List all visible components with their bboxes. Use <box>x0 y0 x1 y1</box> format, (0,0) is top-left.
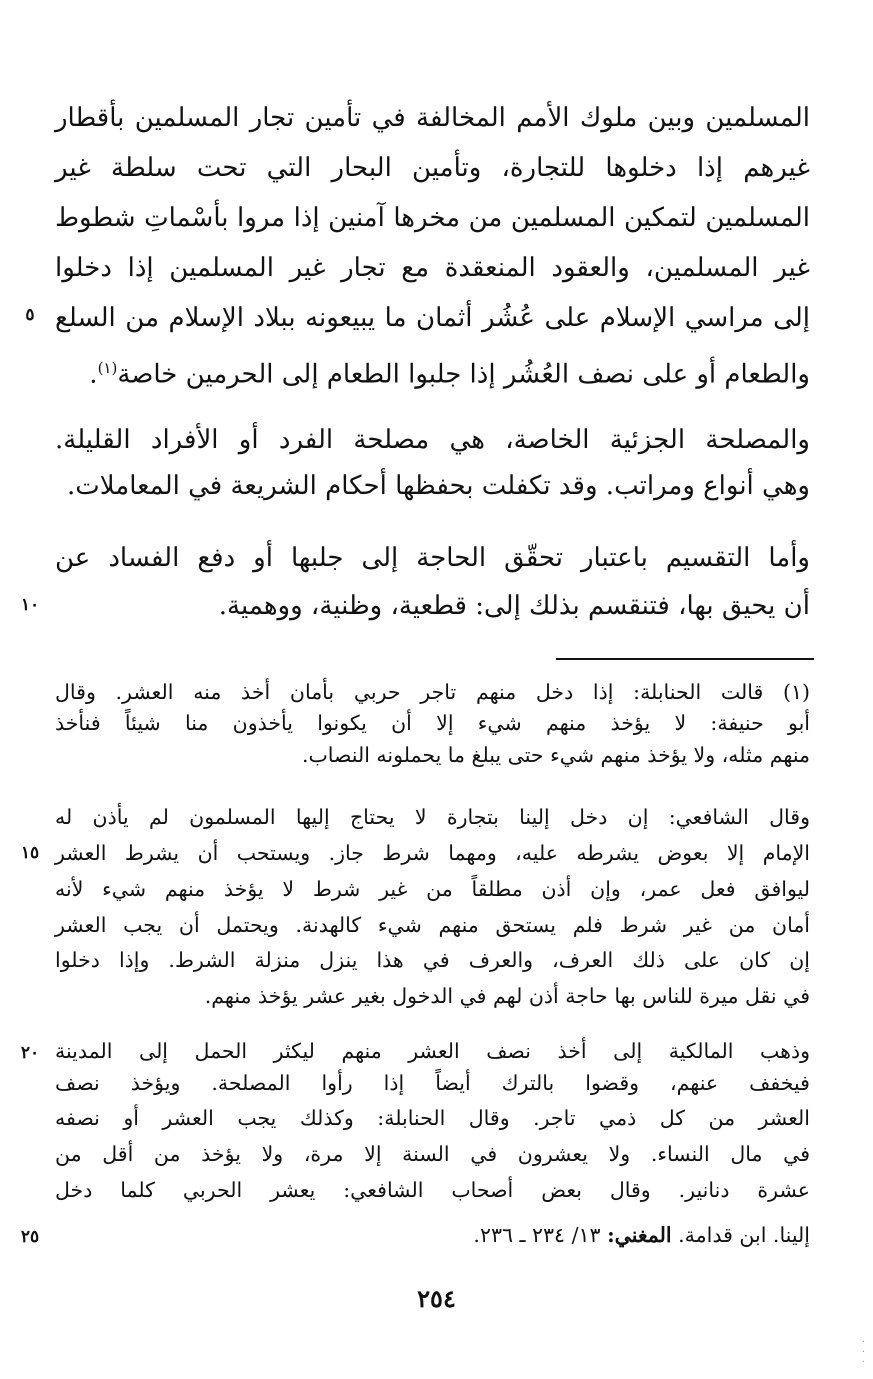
page-number: ٢٥٤ <box>417 1284 456 1313</box>
body-line: وأما التقسيم باعتبار تحقّق الحاجة إلى جلبها أو دفع الفساد عن <box>55 543 810 573</box>
body-line <box>55 348 810 388</box>
body-line: إلى مراسي الإسلام على عُشُر أثمان ما يبيعونه ببلاد الإسلام من السلع <box>55 303 810 333</box>
footnote-line: أمان من غير شرط فلم يستحق منهم شيء كالهدنة. ويحتمل أن يجب العشر <box>55 913 810 937</box>
body-line: والمصلحة الجزئية الخاصة، هي مصلحة الفرد أو الأفراد القليلة. <box>55 425 810 455</box>
body-line: وهي أنواع ومراتب. وقد تكفلت بحفظها أحكام الشريعة في المعاملات. <box>67 471 810 501</box>
body-line: المسلمين وبين ملوك الأمم المخالفة في تأمين تجار المسلمين بأقطار <box>55 103 810 133</box>
footnote-line: فيخفف عنهم، وقضوا بالترك أيضاً إذا رأوا المصلحة. ويؤخذ نصف <box>55 1071 810 1095</box>
footnote-line: إن كان على ذلك العرف، والعرف في هذا ينزل منزلة الشرط. وإذا دخلوا <box>55 948 810 972</box>
footnote-line: عشرة دنانير. وقال بعض أصحاب الشافعي: يعشر الحربي كلما دخل <box>55 1178 810 1202</box>
footnote-reference: (١) <box>97 359 118 377</box>
margin-line-number: ٢٠ <box>20 1043 40 1063</box>
sentence-end: . <box>89 359 98 390</box>
body-line: غيرهم إذا دخلوها للتجارة، وتأمين البحار التي تحت سلطة غير <box>55 153 810 183</box>
footnote-line: في نقل ميرة للناس بها حاجة أذن لهم في الدخول بغير عشر يؤخذ منهم. <box>204 984 810 1008</box>
footnote-line: وذهب المالكية إلى أخذ نصف العشر منهم ليكثر الحمل إلى المدينة <box>55 1039 810 1063</box>
footnote-line: ليوافق فعل عمر، وإن أذن مطلقاً من غير شرط لا يؤخذ منهم شيء لأنه <box>55 877 810 901</box>
footnote-line: في مال النساء. ولا يعشرون في السنة إلا مرة، ولا يؤخذ من أقل من <box>55 1142 810 1166</box>
citation-pages: ١٣/ ٢٣٤ ـ ٢٣٦. <box>473 1223 601 1247</box>
citation-book-title: المغني: <box>607 1223 672 1247</box>
citation-text: إلينا. ابن قدامة. <box>678 1223 810 1247</box>
body-line: أن يحيق بها، فتنقسم بذلك إلى: قطعية، وظنية، ووهمية. <box>218 591 810 621</box>
margin-line-number: ١٥ <box>20 843 40 863</box>
footnote-line: أبو حنيفة: لا يؤخذ منهم شيء إلا أن يكونوا يأخذون منا شيئاً فنأخذ <box>55 711 810 735</box>
body-line-text: والطعام أو على نصف العُشُر إذا جلبوا الطعام إلى الحرمين خاصة <box>117 359 810 390</box>
footnote-line: منهم مثله، ولا يؤخذ منهم شيء حتى يبلغ ما يحملونه النصاب. <box>301 743 810 767</box>
footnote-separator <box>556 658 814 660</box>
footnote-line: وقال الشافعي: إن دخل إلينا بتجارة لا يحتاج إليها المسلمون لم يأذن له <box>55 805 810 829</box>
margin-line-number: ٥ <box>25 305 35 325</box>
footnote-line: (١) قالت الحنابلة: إذا دخل منهم تاجر حربي بأمان أخذ منه العشر. وقال <box>55 680 810 704</box>
margin-line-number: ١٠ <box>20 595 40 615</box>
footnote-line: العشر من كل ذمي تاجر. وقال الحنابلة: وكذلك يجب العشر أو نصفه <box>55 1106 810 1130</box>
body-line: المسلمين لتمكين المسلمين من مخرها آمنين إذا مروا بأسْماتِ شطوط <box>55 203 810 233</box>
scan-artifact-marks: · · · <box>861 1337 865 1368</box>
footnote-line: الإمام إلا بعوض يشرطه عليه، ومهما شرط جاز. ويستحب أن يشرط العشر <box>55 841 810 865</box>
footnote-citation-line <box>55 1220 810 1251</box>
body-line: غير المسلمين، والعقود المنعقدة مع تجار غير المسلمين إذا دخلوا <box>55 253 810 283</box>
margin-line-number: ٢٥ <box>20 1227 40 1247</box>
